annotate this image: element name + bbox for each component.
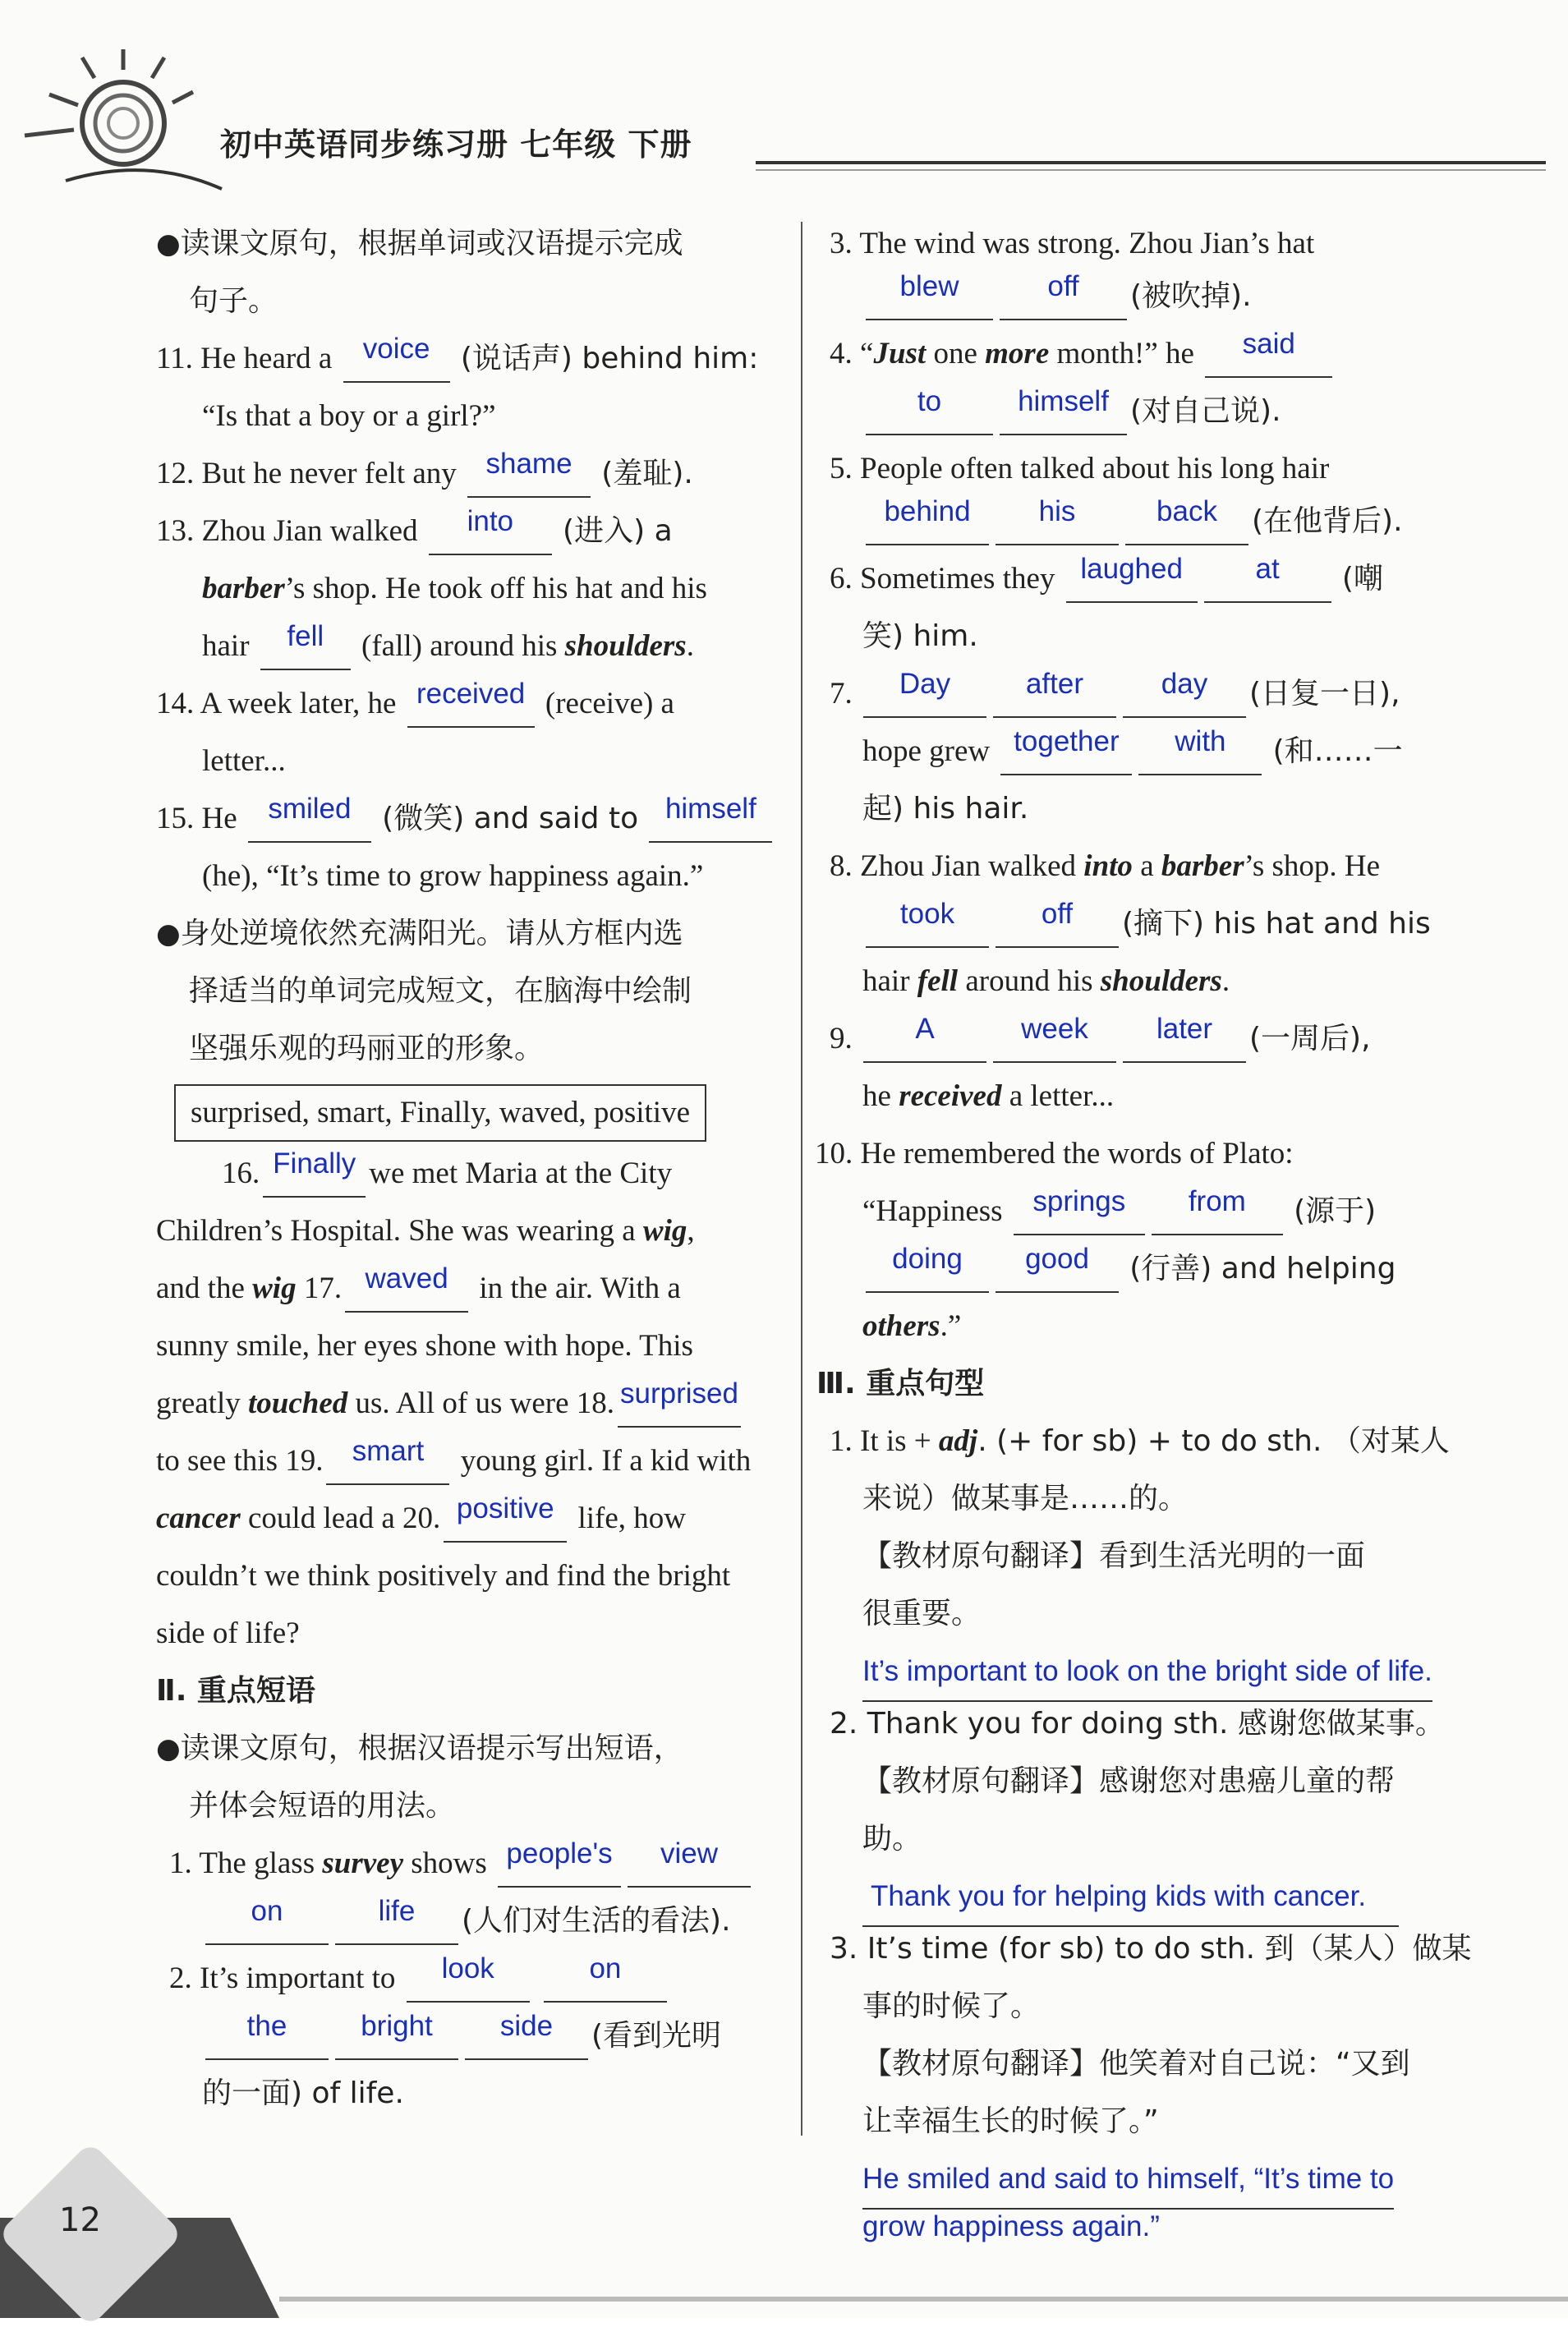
answer-blank[interactable]: side xyxy=(465,2016,588,2060)
pattern-3-answer-cont: grow happiness again.” xyxy=(862,2210,1160,2242)
footer-band xyxy=(0,2218,1568,2318)
passage-line: side of life? xyxy=(156,1616,300,1650)
exercise-14: 14. A week later, he received (receive) a xyxy=(156,675,780,733)
instruction-cont: 并体会短语的用法。 xyxy=(189,1789,456,1823)
answer-blank[interactable]: blew xyxy=(866,276,993,320)
exercise-12: 12. But he never felt any shame (羞耻). xyxy=(156,445,780,503)
passage-17: and the wig 17. waved in the air. With a xyxy=(156,1260,780,1318)
answer-blank[interactable]: behind xyxy=(866,501,989,545)
exercise-13: 13. Zhou Jian walked into (进入) a xyxy=(156,503,780,560)
answer-blank[interactable]: waved xyxy=(345,1268,468,1313)
exercise-11: 11. He heard a voice (说话声) behind him: xyxy=(156,330,780,388)
phrase-2-cont: the bright side (看到光明 xyxy=(156,2007,780,2065)
answer-blank[interactable]: himself xyxy=(1000,391,1127,435)
answer-blank[interactable]: springs xyxy=(1014,1191,1145,1235)
answer-line[interactable]: He smiled and said to himself, “It’s time to xyxy=(862,2150,1394,2210)
exercise-7-cont: hope grew together with (和……一 xyxy=(830,723,1454,780)
exercise-8-cont: took off (摘下) his hat and his xyxy=(830,895,1454,953)
pattern-1: 1. It is + adj. (+ for sb) + to do sth. （对某人 xyxy=(830,1424,1450,1458)
book-title: 初中英语同步练习册 七年级 下册 xyxy=(220,126,692,163)
answer-blank[interactable]: to xyxy=(866,391,993,435)
answer-blank[interactable]: himself xyxy=(649,798,772,843)
answer-line[interactable]: Thank you for helping kids with cancer. xyxy=(862,1868,1399,1927)
phrase-1-cont: on life (人们对生活的看法). xyxy=(156,1892,780,1950)
answer-blank[interactable]: after xyxy=(993,674,1116,718)
passage-18: greatly touched us. All of us were 18. surprised xyxy=(156,1375,780,1433)
pattern-2-answer xyxy=(830,1868,1454,1920)
exercise-15-cont: (he), “It’s time to grow happiness again.” xyxy=(202,859,704,893)
answer-blank[interactable]: took xyxy=(866,904,989,948)
passage-20: cancer could lead a 20. positive life, how xyxy=(156,1490,780,1548)
passage-line: couldn’t we think positively and find the bright xyxy=(156,1559,731,1593)
instruction-cont: 句子。 xyxy=(189,284,278,318)
pattern-2: 2. Thank you for doing sth. 感谢您做某事。 xyxy=(830,1707,1445,1741)
answer-blank[interactable]: into xyxy=(429,511,552,555)
pattern-3: 3. It’s time (for sb) to do sth. 到（某人）做某 xyxy=(830,1932,1472,1966)
right-column xyxy=(815,215,1472,2256)
exercise-9: 9. A week later (一周后), xyxy=(830,1010,1454,1068)
exercise-3: 3. The wind was strong. Zhou Jian’s hat xyxy=(830,227,1315,260)
pattern-3-cont: 事的时候了。 xyxy=(862,1989,1041,2023)
answer-blank[interactable]: smart xyxy=(326,1441,449,1485)
pattern-1-cont: 来说）做某事是……的。 xyxy=(862,1482,1189,1515)
passage-line: sunny smile, her eyes shone with hope. This xyxy=(156,1329,693,1363)
exercise-11-cont: “Is that a boy or a girl?” xyxy=(202,399,496,433)
exercise-8-cont2: hair fell around his shoulders. xyxy=(862,964,1230,998)
answer-blank[interactable]: received xyxy=(407,683,535,728)
answer-blank[interactable]: the xyxy=(205,2016,329,2060)
exercise-10: 10. He remembered the words of Plato: xyxy=(815,1137,1294,1170)
answer-blank[interactable]: off xyxy=(1000,276,1127,320)
exercise-10-cont: “Happiness springs from (源于) xyxy=(830,1183,1454,1240)
pattern-1-translate-cont: 很重要。 xyxy=(862,1597,982,1630)
answer-blank[interactable]: said xyxy=(1205,333,1332,378)
answer-blank[interactable]: together xyxy=(1000,731,1132,775)
section-heading: Ⅲ. 重点句型 xyxy=(816,1367,985,1400)
exercise-9-cont: he received a letter... xyxy=(862,1079,1115,1113)
exercise-14-cont: letter... xyxy=(202,744,286,778)
phrase-2-cont2: 的一面) of life. xyxy=(202,2076,404,2110)
answer-line[interactable]: It’s important to look on the bright side of life. xyxy=(862,1643,1432,1702)
exercise-5: 5. People often talked about his long hair xyxy=(830,452,1330,485)
answer-blank[interactable]: week xyxy=(993,1019,1116,1063)
answer-blank[interactable]: look xyxy=(407,1958,530,2003)
instruction: ●读课文原句，根据单词或汉语提示完成 xyxy=(156,227,683,260)
exercise-6-cont: 笑) him. xyxy=(862,619,978,653)
answer-blank[interactable]: people's xyxy=(498,1843,621,1888)
answer-blank[interactable]: smiled xyxy=(248,798,371,843)
pattern-2-translate-cont: 助。 xyxy=(862,1822,922,1856)
exercise-10-cont2: doing good (行善) and helping xyxy=(830,1240,1454,1298)
instruction-cont: 坚强乐观的玛丽亚的形象。 xyxy=(189,1032,545,1065)
exercise-13-cont: barber’s shop. He took off his hat and his xyxy=(202,572,707,605)
exercise-3-cont: blew off (被吹掉). xyxy=(830,268,1454,325)
pattern-3-answer xyxy=(830,2150,1454,2198)
answer-blank[interactable]: fell xyxy=(260,626,351,670)
instruction: ●读课文原句，根据汉语提示写出短语， xyxy=(156,1731,683,1765)
answer-blank[interactable]: off xyxy=(996,904,1119,948)
answer-blank[interactable]: at xyxy=(1204,559,1331,603)
answer-blank[interactable]: voice xyxy=(343,338,450,383)
passage-line: Children’s Hospital. She was wearing a wig, xyxy=(156,1214,695,1248)
answer-blank[interactable]: laughed xyxy=(1066,559,1198,603)
sun-logo-icon xyxy=(16,33,230,197)
answer-blank[interactable]: Finally xyxy=(263,1153,366,1198)
left-column xyxy=(156,215,780,2122)
section-heading: Ⅱ. 重点短语 xyxy=(156,1674,315,1708)
passage-16: 16. Finally we met Maria at the City xyxy=(156,1145,780,1203)
answer-blank[interactable]: on xyxy=(205,1901,329,1945)
answer-blank[interactable]: surprised xyxy=(618,1383,741,1428)
header-rule xyxy=(756,161,1546,164)
answer-blank[interactable]: from xyxy=(1152,1191,1283,1235)
answer-blank[interactable]: positive xyxy=(444,1498,567,1543)
phrase-2: 2. It’s important to look on xyxy=(156,1950,780,2007)
answer-blank[interactable]: on xyxy=(544,1958,667,2003)
exercise-7-cont2: 起) his hair. xyxy=(862,792,1029,825)
answer-blank[interactable]: view xyxy=(628,1843,751,1888)
answer-blank[interactable]: life xyxy=(335,1901,458,1945)
answer-blank[interactable]: A xyxy=(863,1019,986,1063)
answer-blank[interactable]: his xyxy=(996,501,1119,545)
pattern-3-translate-cont: 让幸福生长的时候了。” xyxy=(862,2104,1159,2138)
answer-blank[interactable]: later xyxy=(1123,1019,1246,1063)
exercise-15: 15. He smiled (微笑) and said to himself xyxy=(156,790,780,848)
page-number: 12 xyxy=(59,2201,101,2239)
answer-blank[interactable]: day xyxy=(1123,674,1246,718)
instruction-cont: 择适当的单词完成短文，在脑海中绘制 xyxy=(189,974,692,1008)
answer-blank[interactable]: Day xyxy=(863,674,986,718)
passage-19: to see this 19. smart young girl. If a kid with xyxy=(156,1433,780,1490)
pattern-3-translate: 【教材原句翻译】他笑着对自己说：“又到 xyxy=(862,2047,1410,2081)
answer-blank[interactable]: with xyxy=(1138,731,1262,775)
answer-blank[interactable]: back xyxy=(1125,501,1248,545)
exercise-4-cont: to himself (对自己说). xyxy=(830,383,1454,440)
pattern-1-answer xyxy=(830,1643,1454,1695)
exercise-4: 4. “Just one more month!” he said xyxy=(830,325,1454,383)
phrase-1: 1. The glass survey shows people's view xyxy=(156,1835,780,1892)
pattern-1-translate: 【教材原句翻译】看到生活光明的一面 xyxy=(862,1539,1366,1573)
answer-blank[interactable]: doing xyxy=(866,1249,989,1293)
exercise-6: 6. Sometimes they laughed at (嘲 xyxy=(830,550,1454,608)
exercise-10-cont3: others.” xyxy=(862,1309,962,1343)
exercise-5-cont: behind his back (在他背后). xyxy=(830,493,1454,550)
pattern-2-translate: 【教材原句翻译】感谢您对患癌儿童的帮 xyxy=(862,1764,1396,1798)
header-rule-thin xyxy=(756,169,1546,171)
exercise-13-cont2: hair fell (fall) around his shoulders. xyxy=(156,618,780,675)
column-divider xyxy=(801,222,802,2136)
instruction: ●身处逆境依然充满阳光。请从方框内选 xyxy=(156,917,683,950)
answer-blank[interactable]: good xyxy=(996,1249,1119,1293)
word-box: surprised, smart, Finally, waved, positive xyxy=(174,1084,706,1142)
answer-blank[interactable]: shame xyxy=(467,453,591,498)
answer-blank[interactable]: bright xyxy=(335,2016,458,2060)
exercise-7: 7. Day after day (日复一日), xyxy=(830,665,1454,723)
exercise-8: 8. Zhou Jian walked into a barber’s shop. He xyxy=(830,849,1381,883)
